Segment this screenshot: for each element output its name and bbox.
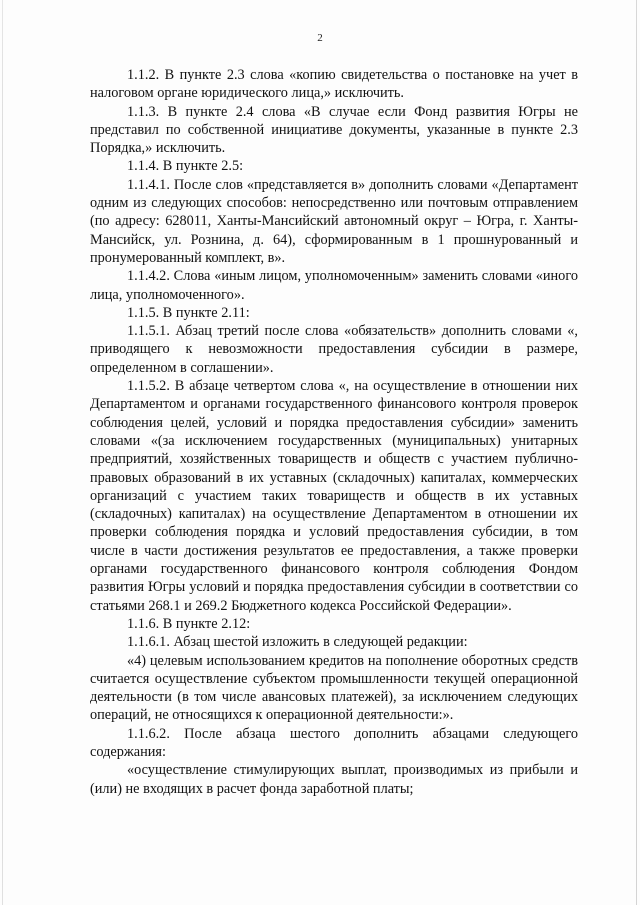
paragraph-1-1-5-1: 1.1.5.1. Абзац третий после слова «обязательств» дополнить словами «, приводящего к невозможности предоставления субсидии в размере, определенном в соглашении». [90,323,578,376]
paragraph-1-1-4-1: 1.1.4.1. После слов «представляется в» дополнить словами «Департамент одним из следующих способов: непосредственно или почтовым отправлением (по адресу: 628011, Ханты-Мансийский автономный округ – Югра, г. Ханты-Мансийск, ул. Рознина, д. 64), сформированным в 1 прошнурованный и пронумерованный комплект, в». [90,176,578,266]
paragraph-1-1-5: 1.1.5. В пункте 2.11: [127,304,250,321]
scan-edge-left [2,0,3,905]
paragraph-1-1-4-2: 1.1.4.2. Слова «иным лицом, уполномоченным» заменить словами «иного лица, уполномоченного». [90,268,578,303]
paragraph-quote-incentive: «осуществление стимулирующих выплат, производимых из прибыли и (или) не входящих в расчет фонда заработной платы; [90,762,578,797]
paragraph-1-1-6-2: 1.1.6.2. После абзаца шестого дополнить абзацами следующего содержания: [90,725,578,760]
scan-edge-right [636,0,637,905]
document-body [90,66,578,798]
paragraph-1-1-4: 1.1.4. В пункте 2.5: [127,158,244,175]
paragraph-1-1-2: 1.1.2. В пункте 2.3 слова «копию свидетельства о постановке на учет в налоговом органе юридического лица,» исключить. [90,67,578,102]
paragraph-1-1-6-1: 1.1.6.1. Абзац шестой изложить в следующей редакции: [127,634,468,651]
page-number: 2 [317,32,323,44]
paragraph-quote-4: «4) целевым использованием кредитов на пополнение оборотных средств считается осуществление субъектом промышленности текущей операционной деятельности (в том числе авансовых платежей), за исключением следующих операций, не относящихся к операционной деятельности:». [90,652,578,724]
paragraph-1-1-5-2: 1.1.5.2. В абзаце четвертом слова «, на осуществление в отношении них Департаментом и органами государственного финансового контроля проверок соблюдения целей, условий и порядка предоставления субсидии» заменить словами «(за исключением государственных (муниципальных) унитарных предприятий, хозяйственных товариществ и обществ с участием публично-правовых образований в их уставных (складочных) капиталах, коммерческих организаций с участием таких товариществ и обществ в их уставных (складочных) капиталах) на осуществление Департаментом в отношении их проверки соблюдения порядка и условий предоставления субсидии, в том числе в части достижения результатов ее предоставления, а также проверки органами государственного финансового контроля соблюдения Фондом развития Югры условий и порядка предоставления субсидии в соответствии со статьями 268.1 и 269.2 Бюджетного кодекса Российской Федерации». [90,378,578,614]
paragraph-1-1-3: 1.1.3. В пункте 2.4 слова «В случае если Фонд развития Югры не представил по собственной инициативе документы, указанные в пункте 2.3 Порядка,» исключить. [90,103,578,157]
paragraph-1-1-6: 1.1.6. В пункте 2.12: [127,615,251,632]
